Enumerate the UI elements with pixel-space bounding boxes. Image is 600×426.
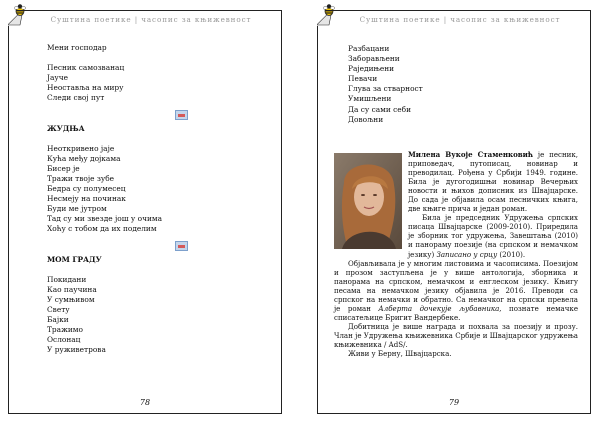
image-placeholder-icon — [95, 241, 267, 251]
poem-lines — [47, 144, 267, 235]
page-number: 79 — [448, 398, 460, 407]
journal-header: Суштина поетике | часопис за књижевност — [359, 15, 561, 24]
poem-line: Глува за стварност — [348, 84, 423, 94]
poem-line: Кућа међу дојкама — [47, 153, 121, 163]
poem-line: Бедра су полумесец — [47, 184, 126, 194]
poem-title: МОМ ГРАДУ — [47, 254, 102, 264]
bio-paragraph: Милена Вукоје Стаменковић је песник, приповедач, путописац, новинар и преводилац. Рођена у Србији 1949. године. Била је дугогодишњи новинар Вечерњих новости и њихов дописник из Швајцарске. До сада је објавила осам песничких књига, две књиге прича и један роман. — [408, 150, 578, 214]
poem-line: У руживетрова — [47, 345, 106, 355]
poem-line — [47, 53, 267, 63]
poem-line: Да су сами себи — [348, 104, 412, 114]
page-number: 78 — [139, 398, 151, 407]
poem-column — [348, 44, 578, 125]
author-name: Милена Вукоје Стаменковић — [408, 150, 534, 159]
poem-line: Мени господар — [47, 43, 107, 52]
poem-line: Тражимо — [47, 325, 83, 335]
poem-lines — [348, 44, 578, 125]
poem-line: Свету — [47, 304, 70, 314]
poem-line: Разбацани — [348, 44, 390, 53]
poem-line: У сумњивом — [47, 294, 95, 304]
poem-line: Буди ме јутром — [47, 204, 107, 214]
poem-line: Довољни — [348, 114, 384, 124]
poem-line: Јауче — [47, 73, 68, 83]
poem-line: Певачи — [348, 74, 378, 84]
bio-paragraph: Објављивала је у многим листовима и часописима. Поезијом и прозом заступљена је у више антологија, зборника и панорама на српском, немачком и енглеском језику. Књигу песама на немачком језику објавила је 2016. Преводи са српског на немачки и обратно. Са немачког на српски превела је роман Алберта дочекује љубавника, познате немачке списатељице Бригит Вандербеке. — [334, 258, 578, 322]
poem-line: Покидани — [47, 274, 87, 284]
bio-paragraph: Била је председник Удружења српских писаца Швајцарске (2009-2010). Приредила је зборник тог удружења, Завештања (2010) и панораму поезије (на српском и немачком језику) Записано у срцу (2010). — [408, 213, 578, 259]
poem-line: Раједињени — [348, 64, 395, 74]
image-placeholder-icon — [95, 110, 267, 120]
right-page — [317, 10, 591, 414]
poem-line: Неоткривено јаје — [47, 143, 115, 153]
bee-icon — [322, 3, 336, 17]
poem-lines — [47, 43, 267, 104]
poem-line: Песник самозванац — [47, 63, 125, 73]
poem-line: Тад су ми звезде још у очима — [47, 214, 163, 224]
poem-line: Бајки — [47, 314, 69, 324]
bio-paragraph: Живи у Берну, Швајцарска. — [348, 349, 452, 359]
poem-line: Хоћу с тобом да их поделим — [47, 224, 157, 234]
poem-line: Несмеју на починак — [47, 194, 126, 204]
poem-line: Умишљени — [348, 94, 392, 104]
author-photo — [334, 153, 402, 249]
poems-column — [47, 43, 267, 355]
poem-lines — [47, 275, 267, 356]
bio-paragraph: Добитница је више награда и похвала за поезију и прозу. Члан је Удружења књижевника Србије и Швајцарског удружења књижевника / AdS/. — [334, 321, 578, 349]
bee-icon — [13, 3, 27, 17]
journal-header: Суштина поетике | часопис за књижевност — [50, 15, 252, 24]
author-bio — [334, 150, 578, 358]
poem-line: Тражи твоје зубе — [47, 173, 115, 183]
poem-line: Ослонац — [47, 335, 81, 345]
poem-line: Следи свој пут — [47, 93, 105, 103]
poem-line: Бисер је — [47, 163, 80, 173]
poem-title: ЖУДЊА — [47, 123, 85, 133]
left-page — [8, 10, 282, 414]
poem-line: Неоставља на миру — [47, 83, 124, 93]
poem-line: Заборављени — [348, 54, 400, 64]
poem-line: Као паучина — [47, 284, 97, 294]
